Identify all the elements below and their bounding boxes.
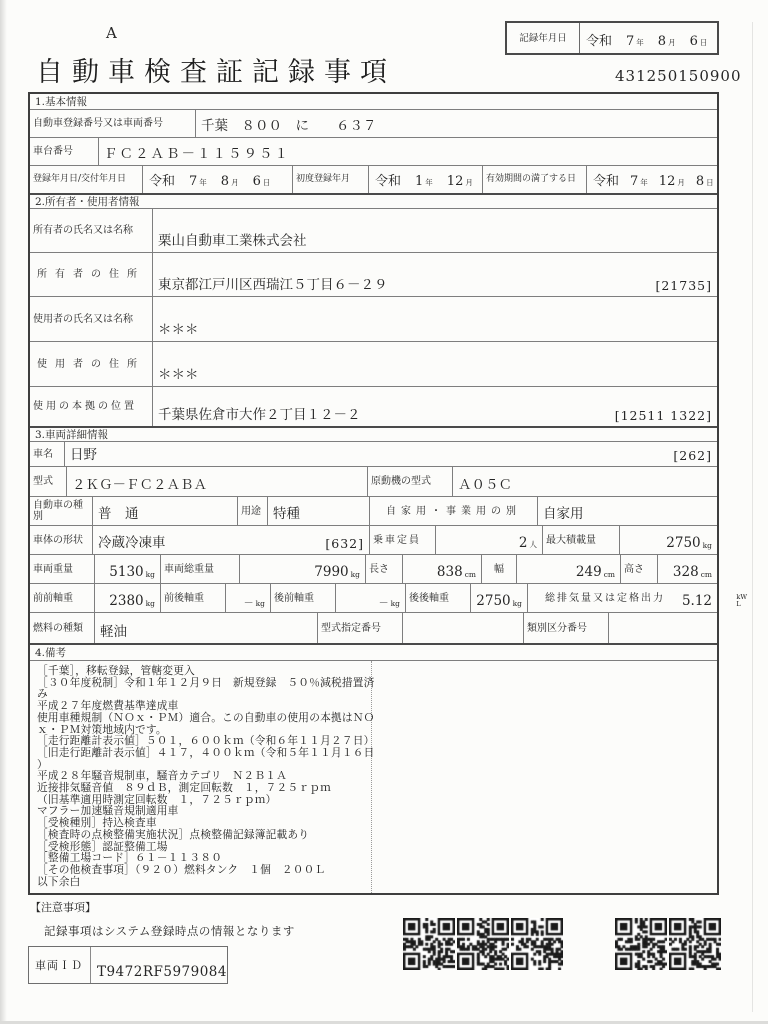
capacity-label: 乗車定員	[369, 526, 435, 554]
reg-year: 7	[189, 174, 198, 189]
model-value: ２ＫＧ－ＦＣ２ＡＢＡ	[66, 467, 367, 496]
row-chassis-number	[30, 137, 717, 165]
remarks-line: ［受検形態］認証整備工場	[37, 839, 168, 853]
scan-edge-right	[752, 22, 753, 1012]
car-name-code: [262]	[673, 448, 712, 463]
registration-date-label: 登録年月日/交付年月日	[33, 174, 127, 184]
use-type-label: 用途	[237, 497, 267, 525]
row-fuel	[30, 612, 717, 643]
main-table	[28, 92, 747, 895]
remarks-line: ［受検種別］持込検査車	[37, 816, 157, 830]
remarks-line: 平成２８年騒音規制車，騒音カテゴリ Ｎ２Ｂ１Ａ	[37, 769, 287, 783]
weight-value	[94, 555, 160, 583]
page-title: 自動車検査証記録事項	[36, 57, 396, 88]
chassis-number-label: 車台番号	[33, 146, 73, 157]
remarks-line: 平成２７年度燃費基準達成車	[37, 699, 179, 713]
notice-text: 記録事項はシステム登録時点の情報となります	[44, 924, 295, 938]
era-text: 令和	[586, 34, 613, 49]
unit-month: 月	[231, 178, 239, 187]
length-number: 838	[436, 564, 463, 580]
owner-address-code: [21735]	[655, 278, 712, 293]
unit-year: 年	[636, 38, 644, 47]
base-location-value	[152, 387, 717, 426]
row-body-shape	[30, 525, 717, 554]
unit-kg: kg	[350, 570, 360, 579]
axle-fr-number: －	[243, 598, 254, 609]
width-label: 幅	[481, 555, 516, 583]
width-number: 249	[575, 564, 602, 580]
copy-marker: A	[106, 24, 118, 42]
expiry-year: 7	[630, 174, 639, 189]
height-number: 328	[672, 564, 699, 580]
length-value	[402, 555, 481, 583]
section-heading-remarks: 4.備考	[30, 643, 717, 660]
remarks-line: み	[37, 687, 48, 701]
remarks-line: ［３０年度税制］令和１年１２月９日 新規登録 ５０％減税措置済	[37, 675, 375, 689]
row-registration-number	[30, 109, 717, 137]
row-model	[30, 466, 717, 496]
reg-month: 8	[220, 174, 230, 189]
unit-cm: cm	[464, 570, 476, 579]
class-code-value	[608, 613, 717, 643]
ownership-value: 自家用	[537, 497, 717, 525]
category-label: 自動車の種別	[33, 500, 83, 522]
length-label: 長さ	[365, 555, 402, 583]
era-text: 令和	[149, 174, 176, 189]
row-user-name	[30, 296, 717, 341]
row-car-name	[30, 441, 717, 466]
remarks-line: ［検査時の点検整備実施状況］点検整備記録簿記載あり	[37, 827, 310, 841]
remarks-line: （旧基準適用時測定回転数 １，７２５ｒｐｍ）	[37, 792, 277, 806]
remarks-line: 以下余白	[37, 874, 81, 888]
unit-month: 月	[668, 38, 676, 47]
unit-day: 日	[699, 38, 708, 47]
width-value	[516, 555, 620, 583]
row-category	[30, 496, 717, 525]
axle-fr-label: 前後軸重	[160, 584, 225, 612]
qr-code	[615, 918, 667, 970]
user-name-value: ＊＊＊	[152, 297, 717, 341]
axle-ff-number: 2380	[109, 593, 144, 609]
unit-year: 年	[640, 178, 648, 187]
remarks-line: ［千葉］，移転登録，管轄変更入	[37, 664, 195, 677]
expiry-day: 8	[695, 174, 705, 189]
base-location-text: 千葉県佐倉市大作２丁目１２－２	[158, 407, 361, 423]
qr-code	[403, 918, 455, 970]
record-date-box	[505, 21, 719, 55]
notice-heading: 【注意事項】	[30, 901, 96, 914]
reg-number-label: 自動車登録番号又は車両番号	[33, 118, 163, 129]
unit-kw-per-liter	[736, 594, 747, 608]
body-shape-text: 冷蔵冷凍車	[98, 535, 166, 551]
remarks-empty-area	[372, 661, 717, 893]
unit-day: 日	[262, 178, 271, 187]
row-owner-name	[30, 208, 717, 252]
axle-rf-value	[335, 584, 405, 612]
base-location-label: 使用の本拠の位置	[33, 401, 137, 412]
era-text: 令和	[593, 174, 620, 189]
owner-name-value: 栗山自動車工業株式会社	[152, 209, 717, 252]
axle-ff-label: 前前軸重	[33, 592, 73, 604]
qr-code	[511, 918, 563, 970]
unit-month: 月	[677, 178, 685, 187]
height-label: 高さ	[620, 555, 657, 583]
base-location-code: [12511 1322]	[614, 408, 712, 423]
gross-weight-label: 車両総重量	[160, 555, 239, 583]
unit-day: 日	[706, 178, 714, 187]
capacity-value	[435, 526, 542, 554]
remarks-line: ［その他検査事項］（９２０）燃料タンク １個 ２００Ｌ	[37, 862, 326, 876]
unit-person: 人	[529, 540, 537, 549]
car-name-value	[64, 442, 717, 466]
first-reg-year: 1	[415, 174, 424, 189]
unit-kg: kg	[145, 599, 155, 608]
owner-name-label: 所有者の氏名又は名称	[33, 225, 133, 236]
record-day: 6	[689, 34, 698, 49]
expiry-month: 12	[658, 174, 676, 189]
expiry-date-label: 有効期間の満了する日	[482, 166, 586, 193]
unit-kg: kg	[512, 599, 522, 608]
row-owner-address	[30, 252, 717, 296]
vehicle-id-value: T9472RF5979084	[96, 964, 227, 980]
type-designation-value	[402, 613, 523, 643]
unit-year: 年	[199, 178, 207, 187]
remarks-line: マフラー加速騒音規制適用車	[37, 804, 179, 818]
weight-number: 5130	[109, 564, 144, 580]
owner-address-value	[152, 253, 717, 296]
weight-label: 車両重量	[33, 563, 73, 575]
vehicle-id-label: 車両ＩＤ	[29, 947, 91, 983]
model-label: 型式	[33, 476, 53, 487]
chassis-number-value: ＦＣ２ＡＢ－１１５９５１	[98, 138, 717, 165]
displacement-number: 5.12	[681, 593, 712, 609]
body-shape-code: [632]	[325, 536, 364, 551]
body-shape-value	[92, 526, 369, 554]
car-name-label: 車名	[33, 448, 53, 460]
axle-rr-value	[470, 584, 527, 612]
unit-kg: kg	[390, 599, 400, 608]
qr-code	[669, 918, 721, 970]
section-heading-basic: 1.基本情報	[35, 96, 88, 108]
row-base-location	[30, 386, 717, 426]
max-load-number: 2750	[666, 535, 701, 551]
unit-kg: kg	[702, 541, 712, 550]
use-type-value: 特種	[267, 497, 369, 525]
row-user-address	[30, 341, 717, 386]
remarks-line: 近接排気騒音値 ８９ｄＢ，測定回転数 １，７２５ｒｐｍ	[37, 781, 331, 795]
displacement-label: 総排気量又は定格出力	[527, 584, 682, 612]
axle-ff-value	[94, 584, 160, 612]
unit-cm: cm	[603, 570, 615, 579]
section-heading-owner: 2.所有者・使用者情報	[30, 193, 717, 208]
record-date-label: 記録年月日	[507, 23, 580, 53]
remarks-area	[30, 660, 717, 893]
unit-month: 月	[465, 178, 473, 187]
vehicle-id-box	[28, 946, 228, 984]
remarks-line: ）	[37, 757, 48, 771]
engine-model-value: Ａ０５Ｃ	[452, 467, 717, 496]
reg-day: 6	[252, 174, 261, 189]
registration-date-value	[142, 166, 292, 193]
gross-weight-number: 7990	[314, 564, 349, 580]
unit-year: 年	[425, 178, 433, 187]
unit-cm: cm	[700, 570, 712, 579]
type-designation-label: 型式指定番号	[317, 613, 402, 643]
max-load-value	[619, 526, 717, 554]
unit-kg: kg	[255, 599, 265, 608]
fuel-label: 燃料の種類	[33, 622, 83, 634]
axle-rf-label: 後前軸重	[270, 584, 335, 612]
capacity-number: 2	[518, 535, 528, 551]
engine-model-label: 原動機の型式	[367, 467, 452, 496]
gross-weight-value	[239, 555, 365, 583]
owner-address-label: 所有者の住所	[37, 269, 145, 280]
record-year: 7	[626, 34, 635, 49]
scan-edge-left	[0, 0, 7, 1024]
axle-rr-number: 2750	[476, 593, 511, 609]
axle-rf-number: －	[378, 598, 389, 609]
expiry-date-value	[586, 166, 717, 193]
remarks-line: ［旧走行距離計表示値］４１７，４００ｋｍ（令和５年１１月１６日	[37, 745, 375, 759]
max-load-label: 最大積載量	[542, 526, 619, 554]
remarks-line: ｘ・ＰＭ対策地域内です。	[37, 722, 167, 736]
remarks-text	[30, 661, 375, 893]
car-name-text: 日野	[70, 447, 97, 463]
unit-liter: L	[736, 600, 741, 608]
body-shape-label: 車体の形状	[33, 534, 83, 546]
height-value	[657, 555, 717, 583]
reg-number-value: 千葉 ８００ に ６３７	[195, 110, 717, 137]
user-address-label: 使用者の住所	[37, 358, 145, 370]
document-number: 431250150900	[615, 67, 742, 85]
remarks-line: 使用車種規制（ＮＯｘ・ＰＭ）適合。この自動車の使用の本拠はＮＯ	[37, 710, 375, 724]
axle-rr-label: 後後軸重	[405, 584, 470, 612]
record-date-value	[580, 23, 717, 53]
class-code-label: 類別区分番号	[523, 613, 608, 643]
row-weights	[30, 554, 717, 583]
row-dates	[30, 165, 717, 193]
first-registration-label: 初度登録年月	[292, 166, 368, 193]
category-value: 普 通	[92, 497, 237, 525]
first-registration-value	[368, 166, 482, 193]
unit-kw: kW	[736, 593, 747, 601]
remarks-line: ［走行距離計表示値］５０１，６００ｋｍ（令和６年１１月２７日）	[37, 734, 375, 748]
axle-fr-value	[225, 584, 270, 612]
record-month: 8	[657, 34, 667, 49]
user-address-value: ＊＊＊	[152, 342, 717, 386]
era-text: 令和	[375, 174, 402, 189]
displacement-value	[681, 584, 747, 612]
owner-address-text: 東京都江戸川区西瑞江５丁目６－２９	[158, 277, 388, 293]
section-heading-vehicle: 3.車両詳細情報	[30, 426, 717, 441]
row-axle-weights	[30, 583, 747, 612]
user-name-label: 使用者の氏名又は名称	[33, 313, 133, 325]
fuel-value: 軽油	[94, 613, 317, 643]
unit-kg: kg	[145, 570, 155, 579]
qr-code	[457, 918, 509, 970]
remarks-line: ［整備工場コード］６１－１１３８０	[37, 851, 223, 865]
first-reg-month: 12	[446, 174, 464, 189]
ownership-label: 自家用・事業用の別	[369, 497, 537, 525]
